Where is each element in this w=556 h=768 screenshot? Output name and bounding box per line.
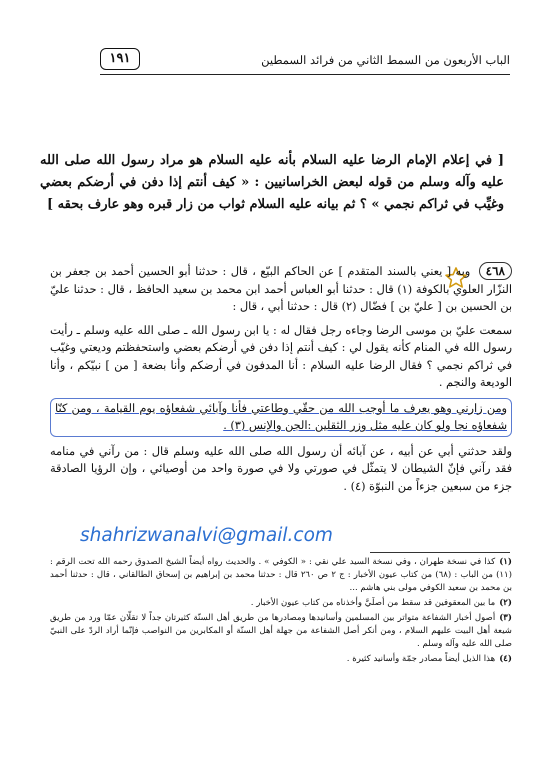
hadith-number: ٤٦٨ — [479, 262, 512, 280]
footnote-text: ما بين المعقوفين قد سقط من أصلَيَّ وأخذناه من كتاب عيون الأخبار . — [250, 598, 496, 608]
footnote-mark: (٢) — [499, 598, 512, 608]
footnote-mark: (١) — [499, 557, 512, 567]
footnotes — [50, 556, 512, 668]
running-title: الباب الأربعون من السمط الثاني من فرائد السمطين — [261, 53, 510, 67]
footnote-divider — [370, 552, 510, 553]
chapter-heading: [ في إعلام الإمام الرضا عليه السلام بأنه عليه السلام هو مراد رسول الله صلى الله عليه وآله وسلم من قوله لبعض الخراسانيين : « كيف أنتم إذا دفن في أرضكم بعضي وغيِّب في ثراكم نجمي » ؟ ثم بيانه عليه السلام ثواب من زار قبره وهو عارف بحقه ] — [40, 153, 504, 212]
footnote — [50, 556, 512, 595]
footnote-text: هذا الذيل أيضاً مصادر جمّة وأسانيد كثيرة . — [346, 654, 496, 664]
hadith-isnad-text: وبه [ يعني بالسند المتقدم ] عن الحاكم البيّع ، قال : حدثنا أبو الحسين أحمد بن جعفر بن النزّار العلوي بالكوفة (١) قال : حدثنا أبو العباس أحمد ابن محمد بن سعيد الحافظ ، قال : حدثنا عليّ بن الحسين بن [ عليّ بن ] فضّال (٢) قال : حدثنا أبي ، قال : — [50, 265, 512, 313]
footnote-text: أصول أخبار الشفاعة متواتر بين المسلمين وأسانيدها ومصادرها من طريق أهل السنّة كثيرتان جداً لا تقلّان عمّا ورد من طريق شيعة أهل البيت عليهم السلام ، ومن أنكر أصل الشفاعة من جهلة أهل السنّة أو المكابرين من النواصب فإنّما أراد الردّ على النبيّ صلى الله عليه وآله وسلم . — [50, 613, 512, 649]
footnote-mark: (٣) — [499, 613, 512, 623]
footnote — [50, 653, 512, 666]
running-header — [100, 50, 510, 75]
highlighted-passage — [50, 398, 512, 437]
highlighted-text: ومن زارني وهو يعرف ما أوجب الله من حقّي وطاعتي فأنا وآبائي شفعاؤه يوم القيامة ، ومن كنّا شفعاؤه نجا ولو كان عليه مثل وزر الثقلين :الجن والإنس (٣) . — [55, 401, 507, 432]
hadith-block — [50, 262, 512, 501]
email-watermark: shahrizwanalvi@gmail.com — [80, 525, 333, 546]
hadith-paragraph-2: ولقد حدثني أبي عن أبيه ، عن آبائه أن رسول الله صلى الله عليه وسلم قال : من رآني في منامه فقد رآني فإنّ الشيطان لا يتمثّل في صورتي ولا في صورة واحد من أوصيائي ، وإن الرؤيا الصادقة جزء من سبعين جزءاً من النبوّة (٤) . — [50, 444, 512, 493]
footnote-text: كذا في نسخة طهران ، وفي نسخة السيد علي نقي : « الكوفي » . والحديث رواه أيضاً الشيخ الصدوق رحمه الله تحت الرقم : (١١) من الباب : (٦٨) من كتاب عيون الأخبار : ج ٢ ص ٢٦٠ قال : حدثنا محمد بن إبراهيم بن إسحاق الطالقاني ، قال : حدثنا أحمد بن محمد بن سعيد الكوفي مولى بني هاشم ... — [50, 557, 513, 593]
hadith-isnad — [50, 262, 512, 316]
page-number: ١٩١ — [100, 48, 140, 70]
footnote — [50, 612, 512, 651]
hadith-paragraph-1: سمعت عليّ بن موسى الرضا وجاءه رجل فقال له : يا ابن رسول الله ـ صلى الله عليه وسلم ـ رأيت رسول الله في المنام كأنه يقول لي : كيف أنتم إذا دفن في أرضكم بعضي واستحفظتم وديعتي وغيّب في ثراكم نجمي ؟ فقال الرضا عليه السلام : أنا المدفون في أرضكم وأنا بضعة [ من ] نبيّكم ، وأنا الوديعة والنجم . — [50, 323, 512, 389]
footnote — [50, 597, 512, 610]
footnote-mark: (٤) — [499, 654, 512, 664]
